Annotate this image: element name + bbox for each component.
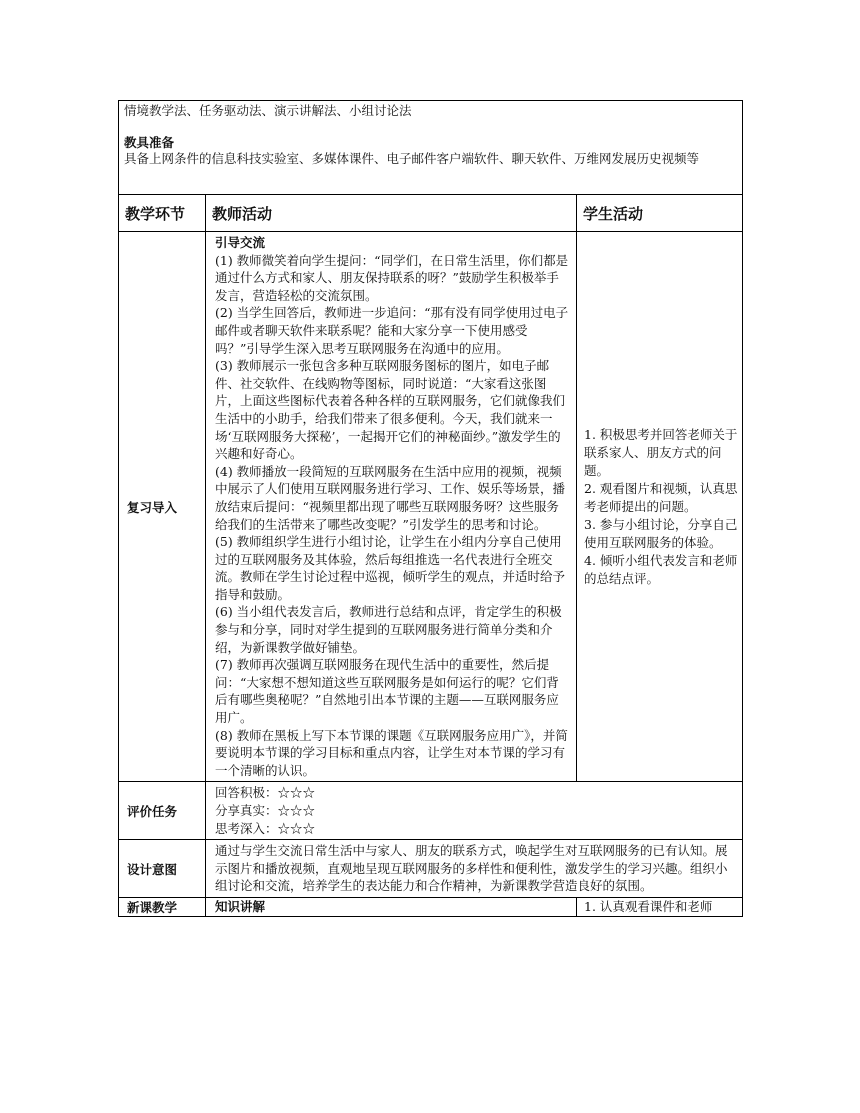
intro-cell [119, 101, 743, 195]
intro-row [119, 101, 743, 195]
header-row [119, 195, 743, 232]
review-step: (5) 教师组织学生进行小组讨论，让学生在小组内分享自己使用过的互联网服务及其体验，然后每组推选一名代表进行全班交流。教师在学生讨论过程中巡视，倾听学生的观点，并适时给予指导和鼓励。 [215, 534, 566, 602]
review-step: (6) 当小组代表发言后，教师进行总结和点评，肯定学生的积极参与和分享，同时对学生提到的互联网服务进行简单分类和介绍，为新课教学做好铺垫。 [215, 604, 562, 655]
evaluation-item: 分享真实：☆☆☆ [215, 803, 316, 818]
header-student: 学生活动 [577, 195, 743, 232]
teaching-methods: 情境教学法、任务驱动法、演示讲解法、小组讨论法 [124, 103, 412, 118]
new-lesson-teacher [206, 897, 577, 916]
design-text: 通过与学生交流日常生活中与家人、朋友的联系方式，唤起学生对互联网服务的已有认知。展示图片和播放视频，直观地呈现互联网服务的多样性和便利性，激发学生的学习兴趣。组织小组讨论和交流，培养学生的表达能力和合作精神，为新课教学营造良好的氛围。 [215, 843, 728, 894]
review-step: (8) 教师在黑板上写下本节课的课题《互联网服务应用广》，并简要说明本节课的学习目标和重点内容，让学生对本节课的学习有一个清晰的认识。 [215, 727, 568, 778]
evaluation-content [206, 782, 743, 840]
lesson-plan-page [118, 100, 742, 917]
new-lesson-row [119, 897, 743, 916]
new-lesson-stage-label: 新课教学 [119, 897, 206, 916]
review-stage-label: 复习导入 [119, 232, 206, 782]
student-item: 3. 参与小组讨论，分享自己使用互联网服务的体验。 [584, 516, 738, 550]
review-step: (2) 当学生回答后，教师进一步追问：“那有没有同学使用过电子邮件或者聊天软件来联系呢？能和大家分享一下使用感受吗？”引导学生深入思考互联网服务在沟通中的应用。 [215, 305, 569, 356]
review-step: (3) 教师展示一张包含多种互联网服务图标的图片，如电子邮件、社交软件、在线购物等图标，同时说道：“大家看这张图片，上面这些图标代表着各种各样的互联网服务，它们就像我们生活中的小助手，给我们带来了很多便利。今天，我们就来一场‘互联网服务大探秘’，一起揭开它们的神秘面纱。”激发学生的兴趣和好奇心。 [215, 358, 566, 462]
evaluation-row [119, 782, 743, 840]
student-item: 1. 积极思考并回答老师关于联系家人、朋友方式的问题。 [584, 426, 738, 478]
review-teacher-activity [206, 232, 577, 782]
student-item: 4. 倾听小组代表发言和老师的总结点评。 [584, 552, 738, 586]
review-step: (7) 教师再次强调互联网服务在现代生活中的重要性，然后提问：“大家想不想知道这些互联网服务是如何运行的呢？它们背后有哪些奥秘呢？”自然地引出本节课的主题——互联网服务应用广。 [215, 657, 559, 726]
tools-text: 具备上网条件的信息科技实验室、多媒体课件、电子邮件客户端软件、聊天软件、万维网发展历史视频等 [124, 151, 700, 166]
evaluation-stage-label: 评价任务 [119, 782, 206, 840]
new-lesson-teacher-title: 知识讲解 [215, 898, 266, 914]
design-row [119, 840, 743, 898]
tools-title: 教具准备 [124, 135, 175, 150]
new-lesson-student [577, 897, 743, 916]
review-step: (4) 教师播放一段简短的互联网服务在生活中应用的视频，视频中展示了人们使用互联网服务进行学习、工作、娱乐等场景，播放结束后提问：“视频里都出现了哪些互联网服务呀？这些服务给我们的生活带来了哪些改变呢？”引发学生的思考和讨论。 [215, 463, 566, 532]
new-lesson-student-item: 1. 认真观看课件和老师 [584, 898, 713, 914]
review-row [119, 232, 743, 782]
evaluation-item: 思考深入：☆☆☆ [215, 820, 316, 836]
design-content [206, 840, 743, 898]
review-student-activity [577, 232, 743, 782]
review-step: (1) 教师微笑着向学生提问：“同学们，在日常生活里，你们都是通过什么方式和家人、朋友保持联系的呀？”鼓励学生积极举手发言，营造轻松的交流氛围。 [215, 252, 569, 303]
evaluation-item: 回答积极：☆☆☆ [215, 785, 316, 801]
review-subtitle: 引导交流 [215, 235, 266, 250]
design-stage-label: 设计意图 [119, 840, 206, 898]
header-stage: 教学环节 [119, 195, 206, 232]
student-item: 2. 观看图片和视频，认真思考老师提出的问题。 [584, 480, 738, 514]
lesson-plan-table [118, 100, 743, 917]
header-teacher: 教师活动 [206, 195, 577, 232]
